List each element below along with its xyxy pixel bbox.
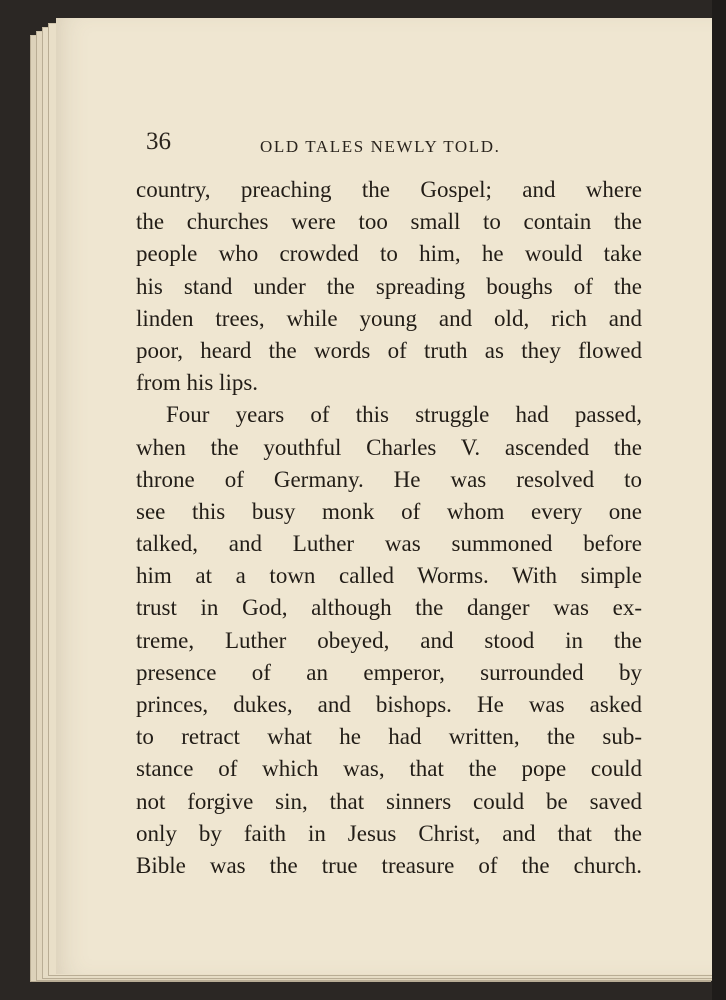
page-header xyxy=(146,128,636,164)
text-line: poor, heard the words of truth as they flowed xyxy=(136,337,642,363)
text-line: not forgive sin, that sinners could be saved xyxy=(136,788,642,814)
text-line: throne of Germany. He was resolved to xyxy=(136,466,642,492)
text-line: Four years of this struggle had passed, xyxy=(166,402,642,428)
text-line: trust in God, although the danger was ex- xyxy=(136,595,642,621)
text-line: stance of which was, that the pope could xyxy=(136,756,642,782)
text-line: the churches were too small to contain the xyxy=(136,209,642,235)
text-line: presence of an emperor, surrounded by xyxy=(136,659,642,685)
text-line: from his lips. xyxy=(136,370,259,396)
text-line: country, preaching the Gospel; and where xyxy=(136,177,642,202)
text-line: his stand under the spreading boughs of the xyxy=(136,273,642,299)
text-line: treme, Luther obeyed, and stood in the xyxy=(136,627,642,653)
text-line: him at a town called Worms. With simple xyxy=(136,563,642,589)
body-text xyxy=(136,174,642,882)
text-line: linden trees, while young and old, rich and xyxy=(136,305,642,331)
background-edge xyxy=(712,0,726,1000)
text-line: to retract what he had written, the sub- xyxy=(136,724,642,750)
text-line: Bible was the true treasure of the church. xyxy=(136,852,642,878)
running-title: OLD TALES NEWLY TOLD. xyxy=(260,137,501,156)
text-line: only by faith in Jesus Christ, and that the xyxy=(136,820,642,846)
text-line: talked, and Luther was summoned before xyxy=(136,531,642,557)
text-line: see this busy monk of whom every one xyxy=(136,498,642,524)
page-number: 36 xyxy=(146,128,171,155)
text-line: people who crowded to him, he would take xyxy=(136,241,642,267)
text-line: princes, dukes, and bishops. He was asked xyxy=(136,692,642,717)
text-line: when the youthful Charles V. ascended the xyxy=(136,434,642,460)
